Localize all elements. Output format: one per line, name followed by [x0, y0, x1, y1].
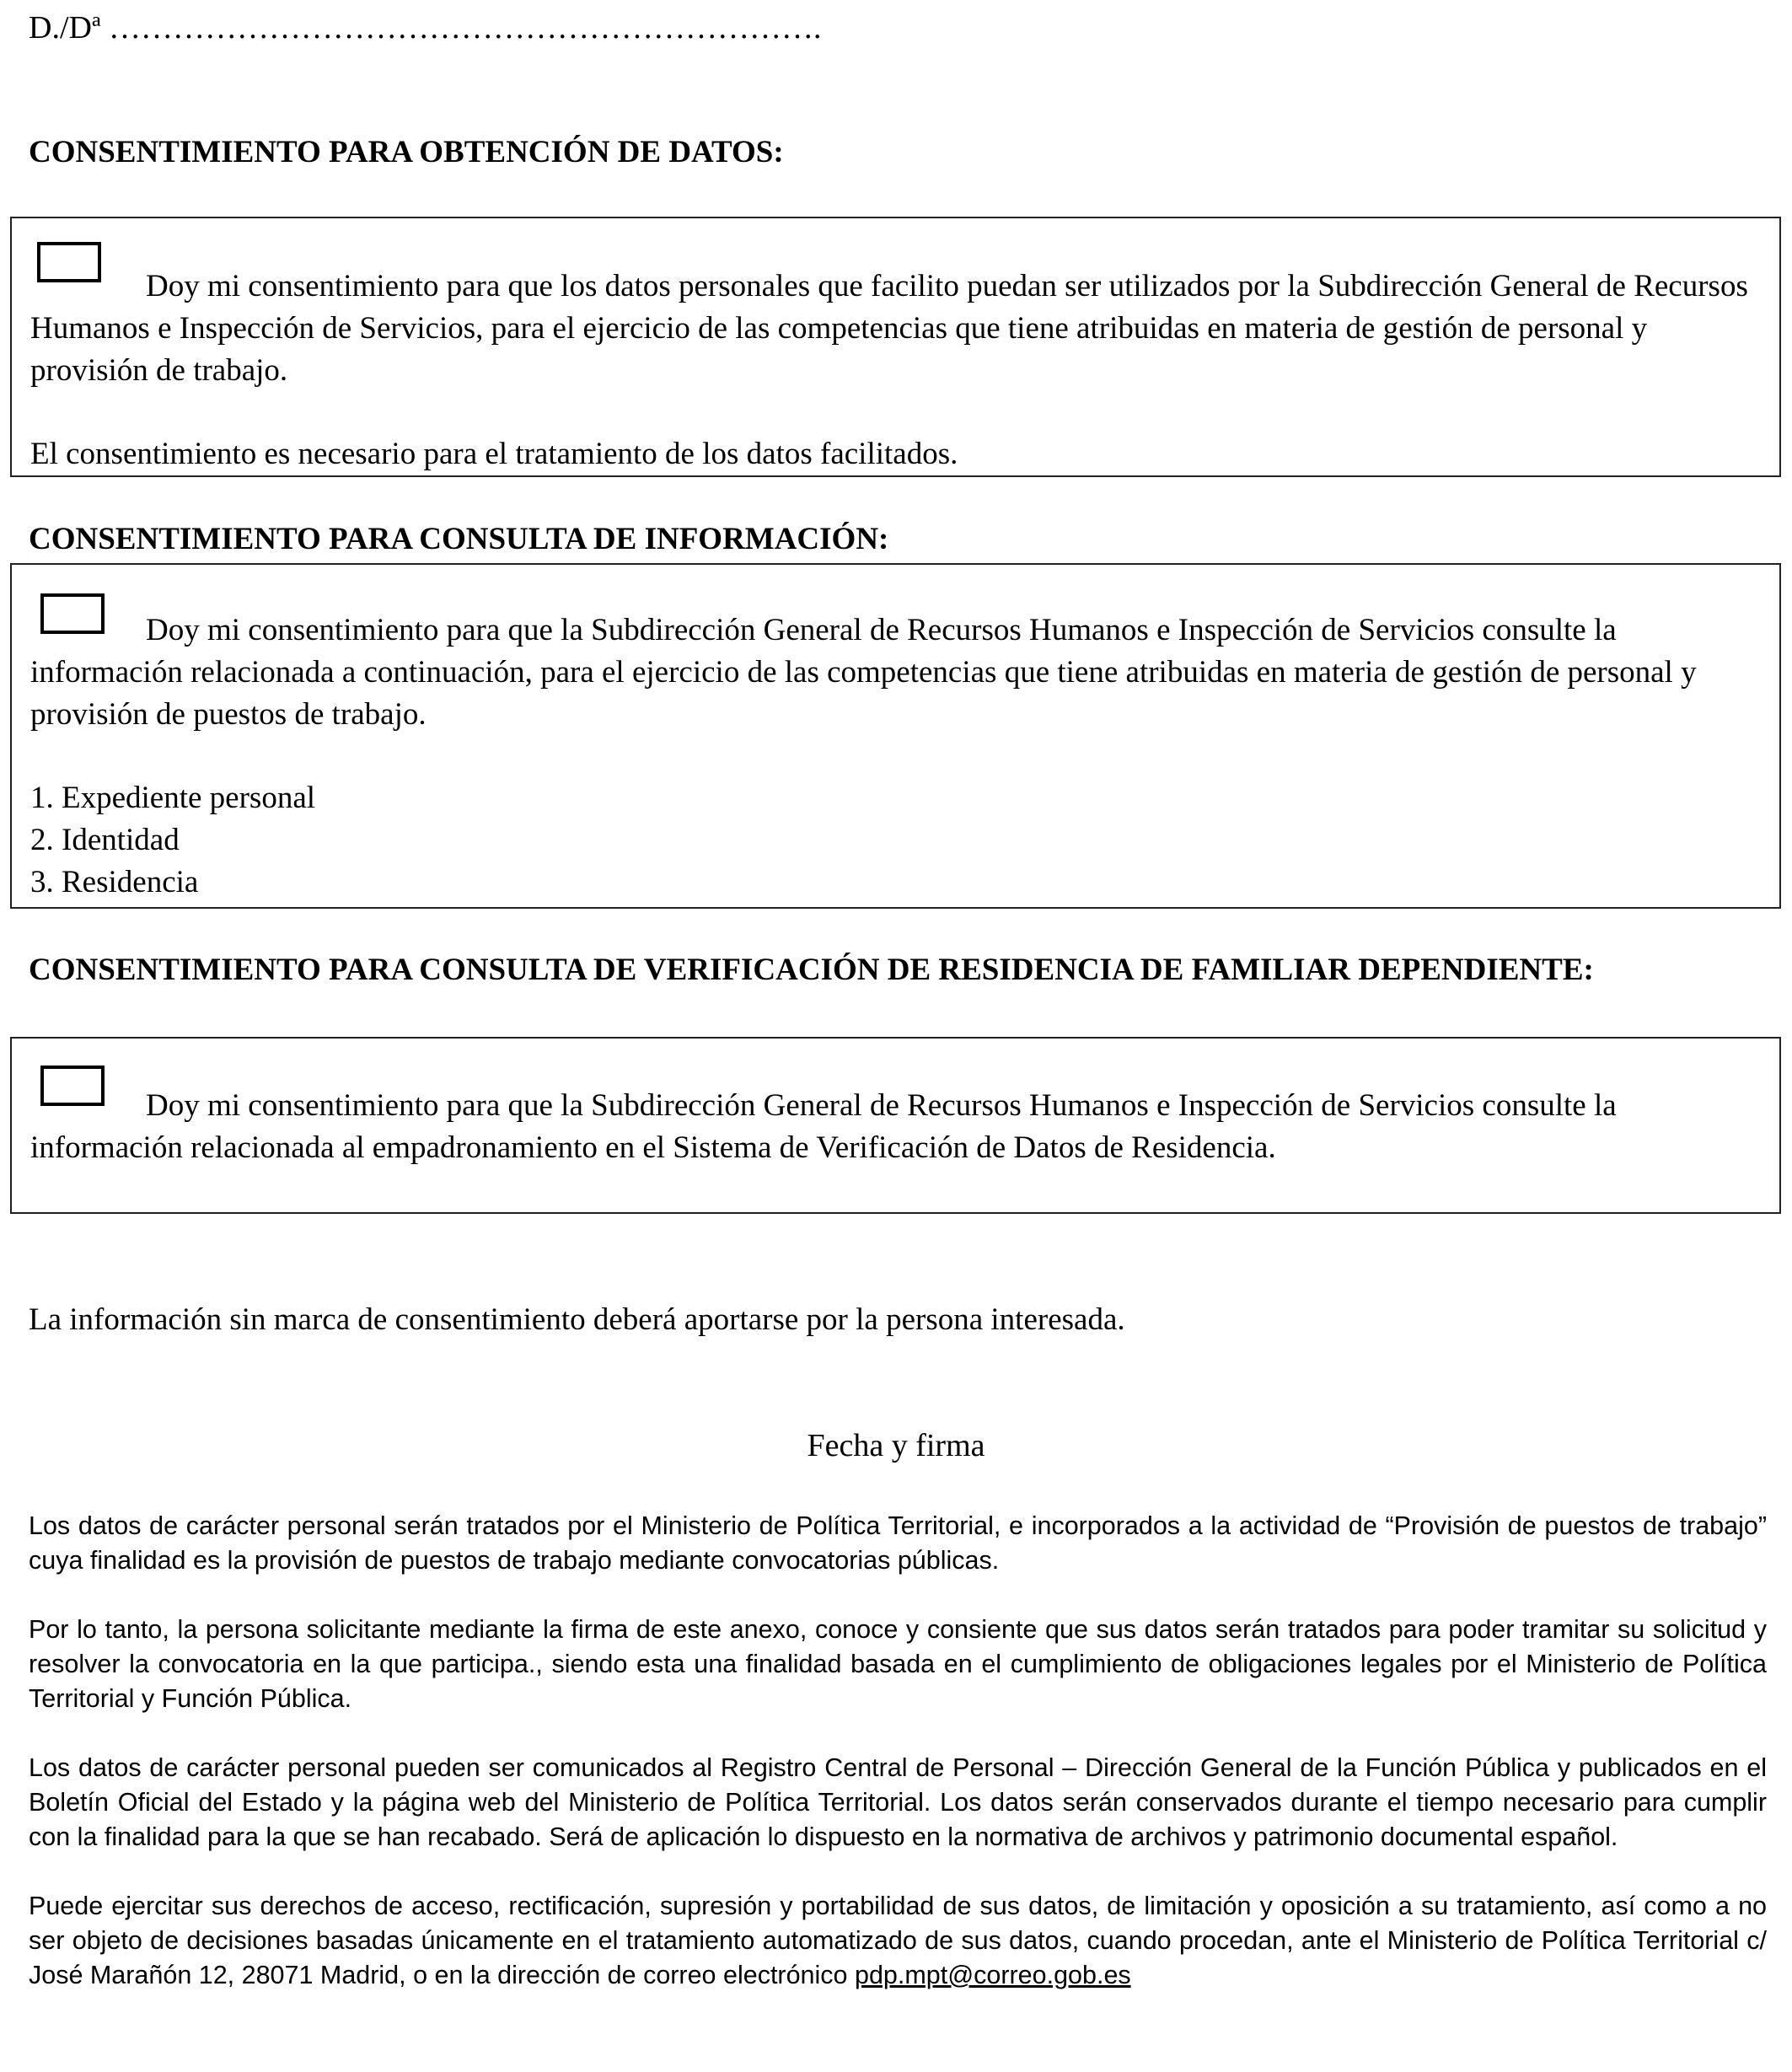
list-item: 2. Identidad: [30, 823, 180, 857]
consent-box-residence-verification: [10, 1037, 1781, 1214]
section-title-data-collection: CONSENTIMIENTO PARA OBTENCIÓN DE DATOS:: [29, 135, 784, 169]
list-item: 3. Residencia: [30, 865, 199, 899]
consent-statement: Doy mi consentimiento para que la Subdirección General de Recursos Humanos e Inspección de Servicios consulte la información relacionada a continuación, para el ejercicio de las competencias que tiene atribuidas en materia de gestión de personal y provisión de puestos de trabajo.: [30, 613, 1697, 732]
list-item: 1. Expediente personal: [30, 781, 316, 815]
legal-paragraph-rights: [29, 1889, 1767, 1993]
consent-text-information-query: [30, 609, 1756, 736]
contact-email-link[interactable]: pdp.mpt@correo.gob.es: [854, 1961, 1131, 1989]
consent-note: El consentimiento es necesario para el tratamiento de los datos facilitados.: [30, 437, 958, 471]
legal-paragraph-communication: Los datos de carácter personal pueden ser comunicados al Registro Central de Personal – Dirección General de la Función Pública y publicados en el Boletín Oficial del Estado y la página web del Ministerio de Política Territorial. Los datos serán conservados durante el tiempo necesario para cumplir con la finalidad para la que se han recabado. Será de aplicación lo dispuesto en la normativa de archivos y patrimonio documental español.: [29, 1753, 1767, 1851]
legal-paragraph-processing: Los datos de carácter personal serán tratados por el Ministerio de Política Territorial, e incorporados a la actividad de “Provisión de puestos de trabajo” cuya finalidad es la provisión de puestos de trabajo mediante convocatorias públicas.: [29, 1511, 1767, 1575]
consent-statement: Doy mi consentimiento para que los datos personales que facilito puedan ser utilizados por la Subdirección General de Recursos Humanos e Inspección de Servicios, para el ejercicio de las competencias que tiene atribuidas en materia de gestión de personal y provisión de trabajo.: [30, 269, 1748, 388]
legal-paragraph-consent: Por lo tanto, la persona solicitante mediante la firma de este anexo, conoce y consiente que sus datos serán tratados para poder tramitar su solicitud y resolver la convocatoria en la que participa., siendo esta una finalidad basada en el cumplimiento de obligaciones legales por el Ministerio de Política Territorial y Función Pública.: [29, 1615, 1767, 1713]
consent-text-residence-verification: [30, 1085, 1756, 1169]
applicant-label: D./Dª: [29, 10, 101, 46]
signature-label: Fecha y firma: [807, 1428, 985, 1463]
consent-box-data-collection: [10, 217, 1781, 477]
consent-text-data-collection: [30, 266, 1756, 392]
applicant-name-field[interactable]: ………………………………………………………….: [108, 10, 822, 46]
section-title-information-query: CONSENTIMIENTO PARA CONSULTA DE INFORMACIÓN:: [29, 522, 889, 556]
consent-notice: La información sin marca de consentimiento deberá aportarse por la persona interesada.: [29, 1302, 1125, 1337]
applicant-name-line: [29, 7, 821, 49]
legal-notice: [29, 1509, 1767, 2027]
consent-statement: Doy mi consentimiento para que la Subdirección General de Recursos Humanos e Inspección de Servicios consulte la información relacionada al empadronamiento en el Sistema de Verificación de Datos de Residencia.: [30, 1088, 1617, 1165]
rights-text: Puede ejercitar sus derechos de acceso, rectificación, supresión y portabilidad de sus datos, de limitación y oposición a su tratamiento, así como a no ser objeto de decisiones basadas únicamente en el tratamiento automatizado de sus datos, cuando procedan, ante el Ministerio de Política Territorial c/ José Marañón 12, 28071 Madrid, o en la dirección de correo electrónico: [29, 1892, 1767, 1989]
information-list: [30, 777, 1756, 904]
consent-box-information-query: [10, 563, 1781, 909]
section-title-residence-verification: CONSENTIMIENTO PARA CONSULTA DE VERIFICACIÓN DE RESIDENCIA DE FAMILIAR DEPENDIENTE:: [29, 953, 1594, 987]
